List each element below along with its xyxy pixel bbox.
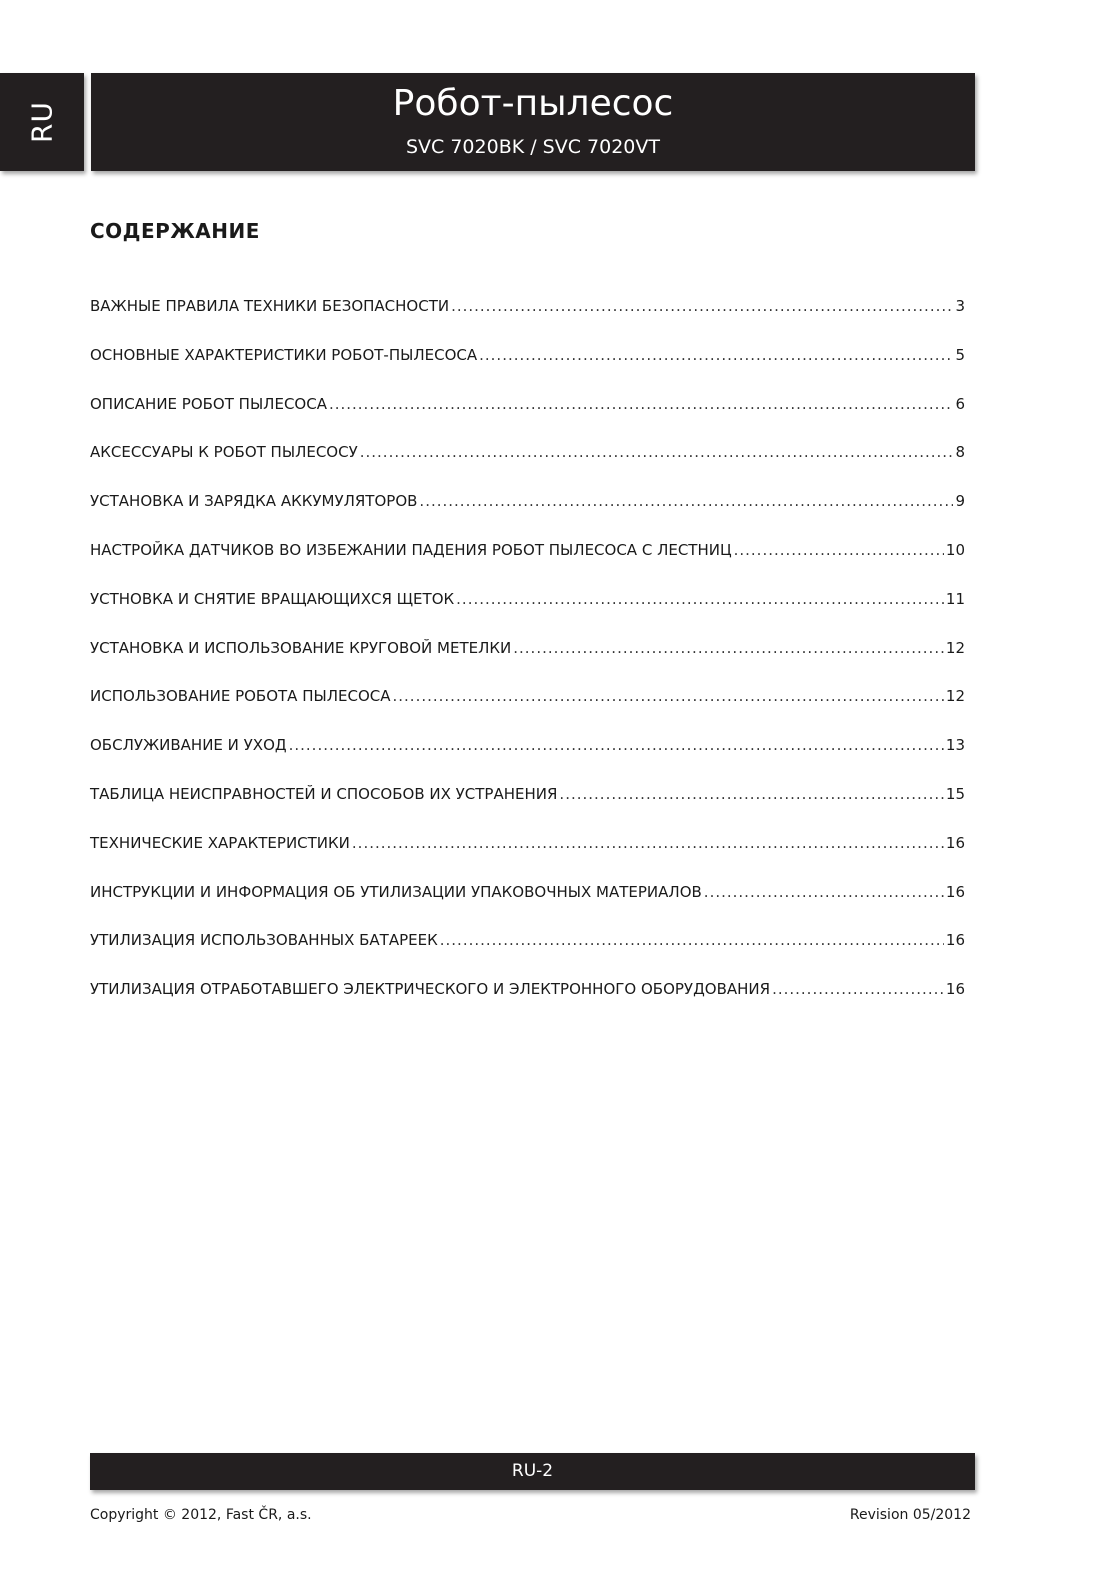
toc-item-title: УСТАНОВКА И ИСПОЛЬЗОВАНИЕ КРУГОВОЙ МЕТЕЛКИ <box>90 638 512 657</box>
toc-item <box>90 687 965 736</box>
toc-item-title: ИСПОЛЬЗОВАНИЕ РОБОТА ПЫЛЕСОСА <box>90 687 391 706</box>
model-subtitle: SVC 7020BK / SVC 7020VT <box>405 136 660 158</box>
toc-leader-dots <box>329 395 954 413</box>
toc-leader-dots <box>352 834 944 852</box>
toc-leader-dots <box>456 590 944 608</box>
toc-item-title: ВАЖНЫЕ ПРАВИЛА ТЕХНИКИ БЕЗОПАСНОСТИ <box>90 297 450 315</box>
toc-item-title: ОПИСАНИЕ РОБОТ ПЫЛЕСОСА <box>90 394 327 413</box>
toc-item <box>90 639 965 688</box>
page-title: Робот-пылесос <box>392 83 674 124</box>
header-bar <box>91 73 975 171</box>
toc-item <box>90 395 965 444</box>
toc-leader-dots <box>440 931 944 949</box>
toc-item <box>90 443 965 492</box>
toc-item-page: 11 <box>945 589 965 608</box>
toc-item-page: 9 <box>955 492 965 511</box>
toc-item-page: 3 <box>955 297 965 315</box>
toc-leader-dots <box>393 687 944 705</box>
toc-leader-dots <box>419 492 953 510</box>
toc-item-title: ТЕХНИЧЕСКИЕ ХАРАКТЕРИСТИКИ <box>90 833 350 852</box>
toc-item-page: 16 <box>945 980 965 999</box>
toc-item-title: УТИЛИЗАЦИЯ ИСПОЛЬЗОВАННЫХ БАТАРЕЕК <box>90 931 438 950</box>
toc-item <box>90 492 965 541</box>
toc-item <box>90 883 965 932</box>
toc-leader-dots <box>772 980 944 998</box>
toc-leader-dots <box>451 297 953 315</box>
toc-leader-dots <box>479 346 953 364</box>
toc-item-page: 6 <box>955 394 965 413</box>
toc-item-title: УСТНОВКА И СНЯТИЕ ВРАЩАЮЩИХСЯ ЩЕТОК <box>90 589 455 608</box>
toc-item-title: ОБСЛУЖИВАНИЕ И УХОД <box>90 736 287 755</box>
toc-leader-dots <box>360 443 954 461</box>
toc-item-page: 12 <box>945 638 965 657</box>
copyright-notice: Copyright © 2012, Fast ČR, a.s. <box>90 1507 312 1523</box>
toc-item-page: 13 <box>945 736 965 755</box>
toc-item <box>90 541 965 590</box>
toc-leader-dots <box>734 541 944 559</box>
revision-label: Revision 05/2012 <box>849 1507 971 1523</box>
toc-item <box>90 980 965 1029</box>
footer-bar <box>90 1453 975 1490</box>
toc-item-page: 12 <box>945 687 965 706</box>
toc-item-page: 8 <box>955 443 965 462</box>
toc-item-page: 5 <box>955 345 965 364</box>
toc-item-title: УСТАНОВКА И ЗАРЯДКА АККУМУЛЯТОРОВ <box>90 492 418 511</box>
toc-leader-dots <box>704 883 944 901</box>
toc-leader-dots <box>559 785 943 803</box>
table-of-contents <box>90 297 965 1029</box>
language-tab <box>0 73 84 171</box>
toc-item-title: АКСЕССУАРЫ К РОБОТ ПЫЛЕСОСУ <box>90 443 358 462</box>
toc-heading: СОДЕРЖАНИЕ <box>90 219 260 243</box>
toc-item <box>90 834 965 883</box>
toc-item <box>90 346 965 395</box>
toc-item-title: ТАБЛИЦА НЕИСПРАВНОСТЕЙ И СПОСОБОВ ИХ УСТРАНЕНИЯ <box>90 784 558 803</box>
toc-item-title: НАСТРОЙКА ДАТЧИКОВ ВО ИЗБЕЖАНИИ ПАДЕНИЯ РОБОТ ПЫЛЕСОСА С ЛЕСТНИЦ <box>90 540 732 559</box>
toc-item-title: ИНСТРУКЦИИ И ИНФОРМАЦИЯ ОБ УТИЛИЗАЦИИ УПАКОВОЧНЫХ МАТЕРИАЛОВ <box>90 882 702 901</box>
toc-item <box>90 785 965 834</box>
toc-item <box>90 590 965 639</box>
toc-item <box>90 931 965 980</box>
toc-item-page: 15 <box>945 784 965 803</box>
toc-item-title: УТИЛИЗАЦИЯ ОТРАБОТАВШЕГО ЭЛЕКТРИЧЕСКОГО И ЭЛЕКТРОННОГО ОБОРУДОВАНИЯ <box>90 980 771 999</box>
toc-item <box>90 297 965 346</box>
language-tab-label: RU <box>25 101 59 143</box>
toc-item-page: 10 <box>945 540 965 559</box>
page-number: RU-2 <box>511 1461 554 1481</box>
toc-leader-dots <box>289 736 944 754</box>
toc-leader-dots <box>513 639 944 657</box>
toc-item-page: 16 <box>945 882 965 901</box>
toc-item-page: 16 <box>945 931 965 950</box>
toc-item <box>90 736 965 785</box>
toc-item-page: 16 <box>945 833 965 852</box>
toc-item-title: ОСНОВНЫЕ ХАРАКТЕРИСТИКИ РОБОТ-ПЫЛЕСОСА <box>90 345 478 364</box>
